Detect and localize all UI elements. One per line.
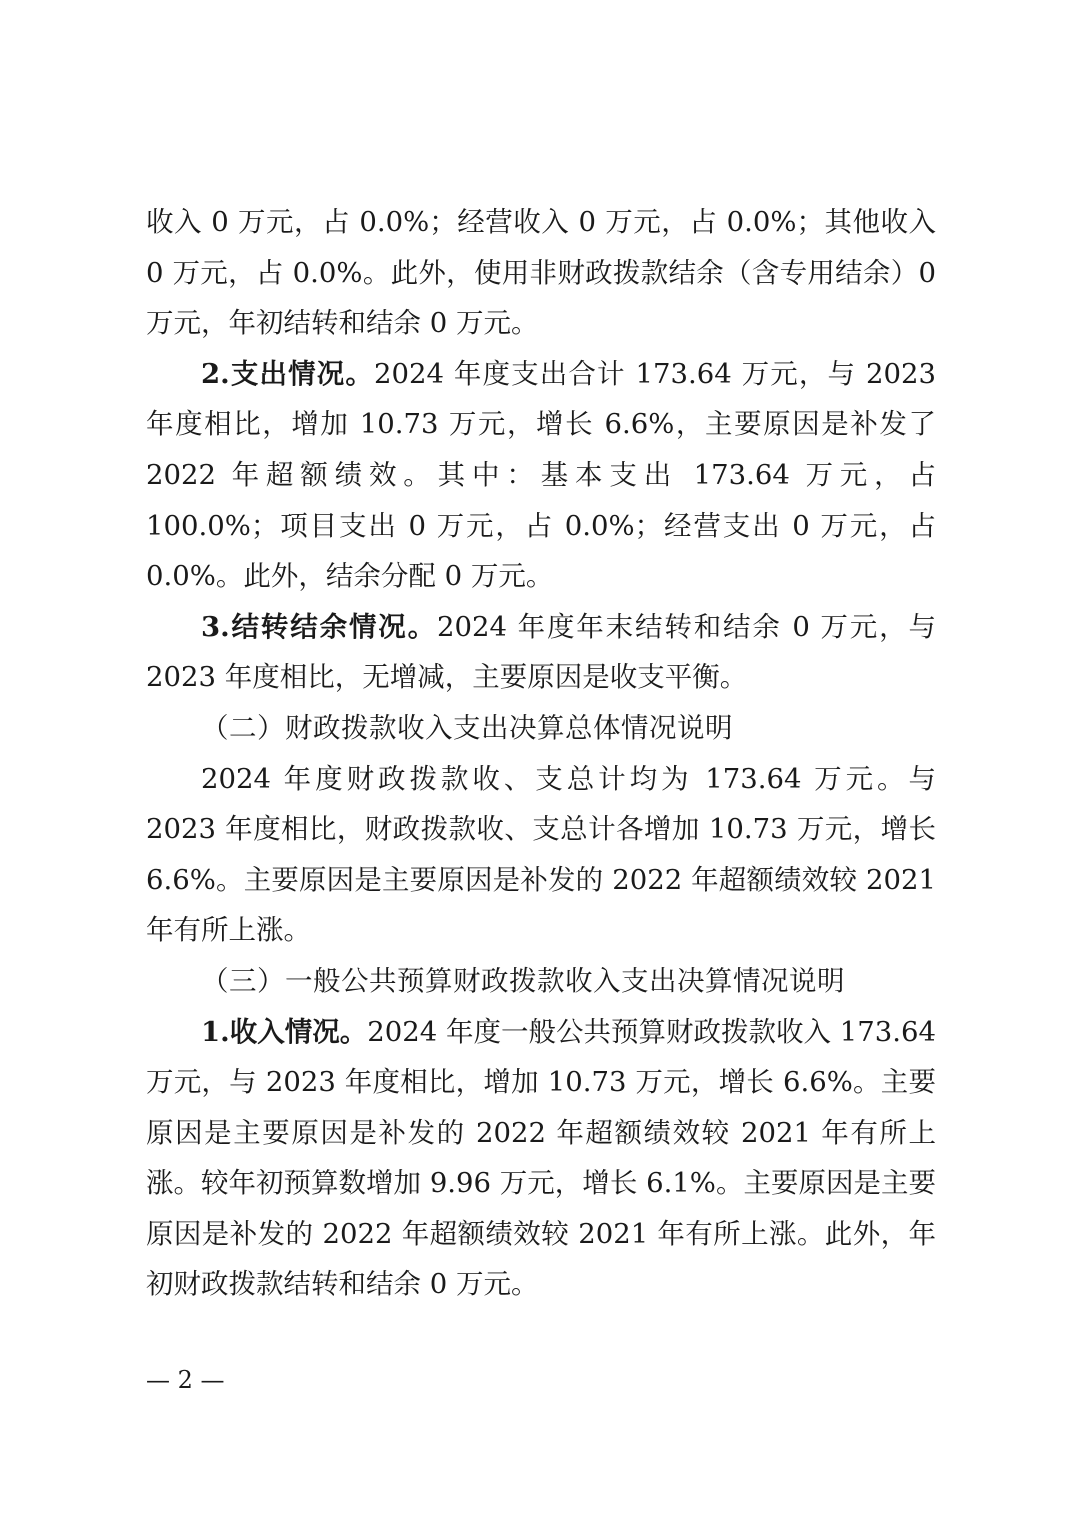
- paragraph-text: 2024 年度年末结转和结余 0 万元，与 2023 年度相比，无增减，主要原因是收支平衡。: [146, 610, 936, 694]
- body-text: [146, 197, 936, 1310]
- paragraph-lead: 1.收入情况。: [201, 1015, 368, 1048]
- paragraph-text: 2024 年度支出合计 173.64 万元，与 2023 年度相比，增加 10.73 万元，增长 6.6%，主要原因是补发了 2022 年超额绩效。其中：基本支出 173.64 万元，占 100.0%；项目支出 0 万元，占 0.0%；经营支出 0 万元，占 0.0%。此外，结余分配 0 万元。: [146, 357, 936, 593]
- paragraph-text: 2024 年度一般公共预算财政拨款收入 173.64 万元，与 2023 年度相比，增加 10.73 万元，增长 6.6%。主要原因是主要原因是补发的 2022 年超额绩效较 2021 年有所上涨。较年初预算数增加 9.96 万元，增长 6.1%。主要原因是主要原因是补发的 2022 年超额绩效较 2021 年有所上涨。此外，年初财政拨款结转和结余 0 万元。: [146, 1015, 936, 1301]
- paragraph-text: 2024 年度财政拨款收、支总计均为 173.64 万元。与 2023 年度相比，财政拨款收、支总计各增加 10.73 万元，增长 6.6%。主要原因是主要原因是补发的 2022 年超额绩效较 2021 年有所上涨。: [146, 762, 936, 947]
- paragraph-income-continuation: [146, 197, 936, 349]
- section-heading-3: （三）一般公共预算财政拨款收入支出决算情况说明: [201, 964, 845, 997]
- page-number: — 2 —: [146, 1366, 225, 1394]
- paragraph-fiscal-total: [146, 754, 936, 956]
- paragraph-text: 收入 0 万元，占 0.0%；经营收入 0 万元，占 0.0%；其他收入 0 万元，占 0.0%。此外，使用非财政拨款结余（含专用结余）0 万元，年初结转和结余 0 万元。: [146, 206, 936, 340]
- paragraph-lead: 3.结转结余情况。: [201, 610, 438, 643]
- paragraph-public-budget-income: [146, 1007, 936, 1311]
- section-heading-2: （二）财政拨款收入支出决算总体情况说明: [201, 711, 733, 744]
- paragraph-expenditure: [146, 349, 936, 602]
- paragraph-carryover: [146, 602, 936, 703]
- paragraph-lead: 2.支出情况。: [201, 357, 374, 390]
